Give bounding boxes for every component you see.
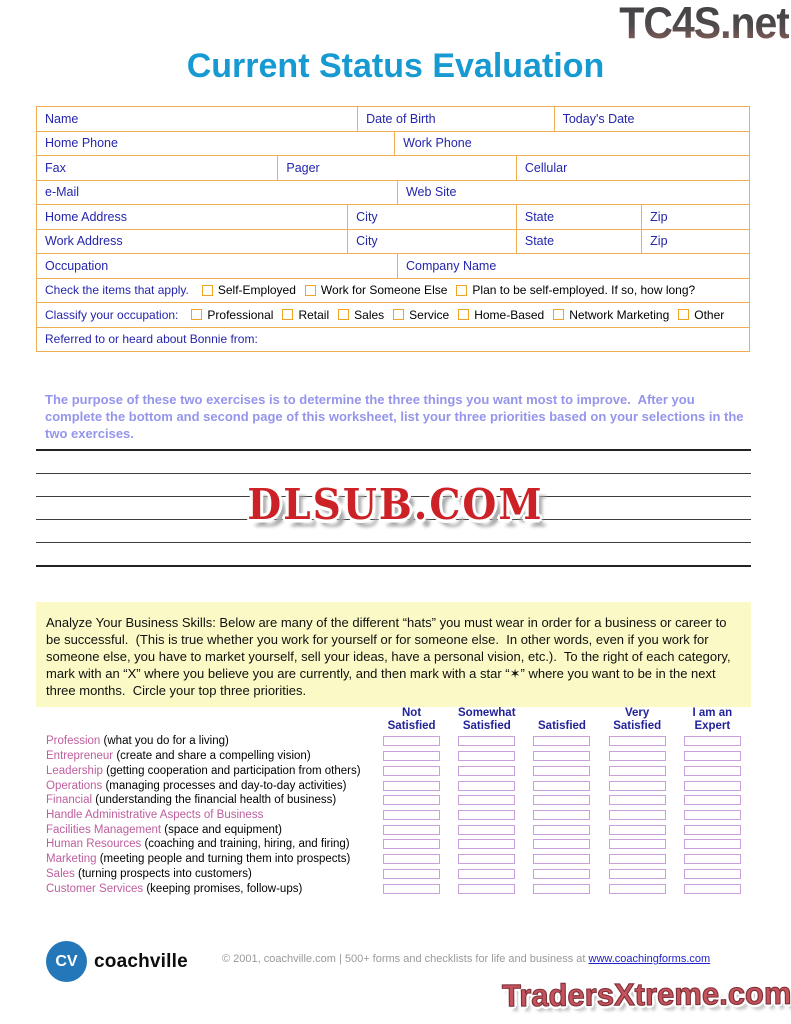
checkbox[interactable] <box>678 309 689 320</box>
rating-cell <box>675 884 750 894</box>
skill-name: Marketing <box>46 853 97 866</box>
skill-description: (managing processes and day-to-day activities) <box>105 779 347 792</box>
rating-box[interactable] <box>533 781 590 791</box>
field-cell-today-s-date[interactable] <box>555 107 749 131</box>
field-cell-home-phone[interactable] <box>37 132 395 156</box>
skill-description: (turning prospects into customers) <box>77 867 252 880</box>
field-label: State <box>524 209 555 224</box>
checkbox-label: Other <box>694 307 725 322</box>
skill-label <box>36 780 374 792</box>
rating-box[interactable] <box>533 810 590 820</box>
purpose-paragraph: The purpose of these two exercises is to determine the three things you want most to improve. After you complete the bottom and second page of this worksheet, list your three priorities based on your selections in the two exercises. <box>45 392 748 441</box>
checkbox-label: Self-Employed <box>217 283 296 298</box>
skill-description: (keeping promises, follow-ups) <box>146 882 303 895</box>
skill-row-human-resources <box>36 837 750 852</box>
rating-box[interactable] <box>609 825 666 835</box>
field-cell-state[interactable] <box>517 205 642 229</box>
rating-box[interactable] <box>383 736 440 746</box>
rating-cell <box>374 884 449 894</box>
field-label: Zip <box>650 209 668 224</box>
rating-box[interactable] <box>383 766 440 776</box>
rating-box[interactable] <box>533 736 590 746</box>
ratings-rows <box>36 734 750 896</box>
rating-box[interactable] <box>684 766 741 776</box>
skill-name: Profession <box>46 735 101 748</box>
field-label: State <box>524 234 555 249</box>
checkbox[interactable] <box>282 309 293 320</box>
rating-box[interactable] <box>609 751 666 761</box>
field-label: Home Phone <box>45 136 118 151</box>
rating-cell <box>524 736 599 746</box>
field-cell-state[interactable] <box>517 230 642 254</box>
rating-cell <box>449 781 524 791</box>
checkbox-option-other <box>678 308 724 322</box>
rating-cell <box>675 810 750 820</box>
rating-box[interactable] <box>458 825 515 835</box>
checkbox-option-plan-to-be-self-employed-if-so-how-long <box>456 283 695 297</box>
rating-box[interactable] <box>458 810 515 820</box>
rating-cell <box>449 854 524 864</box>
checkbox-label: Work for Someone Else <box>320 283 448 298</box>
rating-box[interactable] <box>533 884 590 894</box>
rating-cell <box>675 825 750 835</box>
field-label: Work Phone <box>403 136 472 151</box>
field-cell-date-of-birth[interactable] <box>358 107 555 131</box>
column-header-line: Satisfied <box>613 719 662 732</box>
rating-box[interactable] <box>684 839 741 849</box>
rating-cell <box>374 766 449 776</box>
rating-cell <box>524 795 599 805</box>
rating-cell <box>524 869 599 879</box>
rating-cell <box>600 884 675 894</box>
rating-box[interactable] <box>458 854 515 864</box>
table-row <box>37 156 749 181</box>
skill-row-profession <box>36 734 750 749</box>
rating-box[interactable] <box>458 795 515 805</box>
checkbox-label: Sales <box>354 307 385 322</box>
page-title: Current Status Evaluation <box>186 47 605 85</box>
skill-description: (create and share a compelling vision) <box>116 750 311 763</box>
column-header-i-am-an-expert <box>675 707 750 734</box>
column-header-line: Not <box>402 707 422 720</box>
rating-cell <box>675 854 750 864</box>
field-cell-home-address[interactable] <box>37 205 348 229</box>
skill-label <box>36 824 374 836</box>
column-header-line: Expert <box>694 719 731 732</box>
field-cell-name[interactable] <box>37 107 358 131</box>
skill-row-entrepreneur <box>36 749 750 764</box>
field-cell-work-phone[interactable] <box>395 132 749 156</box>
checkbox[interactable] <box>456 285 467 296</box>
rating-box[interactable] <box>458 781 515 791</box>
checkbox-option-sales <box>338 308 384 322</box>
table-row <box>37 205 749 230</box>
coachingforms-link[interactable]: www.coachingforms.com <box>588 953 711 965</box>
rating-box[interactable] <box>609 810 666 820</box>
rating-box[interactable] <box>383 854 440 864</box>
rating-box[interactable] <box>684 736 741 746</box>
skill-label <box>36 809 374 821</box>
copyright-text: © 2001, coachville.com | 500+ forms and checklists for life and business at <box>222 953 589 965</box>
rating-box[interactable] <box>533 795 590 805</box>
skill-name: Customer Services <box>46 882 144 895</box>
field-cell-cellular[interactable] <box>517 156 749 180</box>
row-lead-label: Classify your occupation: <box>45 307 179 322</box>
skill-label <box>36 883 374 895</box>
field-cell-pager[interactable] <box>278 156 517 180</box>
rating-box[interactable] <box>383 839 440 849</box>
skill-row-sales <box>36 866 750 881</box>
column-header-line: Somewhat <box>458 707 516 720</box>
tc4s-watermark: TC4S.net <box>619 0 789 48</box>
rating-cell <box>600 869 675 879</box>
checkbox-option-home-based <box>458 308 544 322</box>
skill-name: Operations <box>46 779 103 792</box>
field-label: Zip <box>650 234 668 249</box>
checkbox[interactable] <box>338 309 349 320</box>
checkbox-label: Retail <box>298 307 330 322</box>
column-header-line: Satisfied <box>462 719 511 732</box>
column-header-very-satisfied <box>600 707 675 734</box>
skill-name: Entrepreneur <box>46 750 114 763</box>
checkbox-label: Service <box>409 307 450 322</box>
checkbox-option-professional <box>191 308 273 322</box>
skill-description: (space and equipment) <box>164 823 282 836</box>
skill-name: Facilities Management <box>46 823 162 836</box>
field-cell-city[interactable] <box>348 230 517 254</box>
rating-cell <box>600 781 675 791</box>
rating-cell <box>524 781 599 791</box>
checkbox-option-service <box>393 308 449 322</box>
rating-cell <box>524 810 599 820</box>
field-cell-occupation[interactable] <box>37 254 398 278</box>
checkbox-option-network-marketing <box>553 308 669 322</box>
rating-box[interactable] <box>684 854 741 864</box>
rating-box[interactable] <box>609 795 666 805</box>
checkbox[interactable] <box>305 285 316 296</box>
skills-instructions-box: Analyze Your Business Skills: Below are many of the different “hats” you must wear in order for a business or career to be successful. (This is true whether you work for yourself or for someone else. In other words, even if you work for someone else, you have to market yourself, sell your ideas, have a personal vision, etc.). To the right of each category, mark with an “X” where you believe you are currently, and then mark with a star “✶” where you want to be in the next three months. Circle your top three priorities. <box>36 602 751 707</box>
field-label: Pager <box>286 160 320 175</box>
skill-row-financial <box>36 793 750 808</box>
rating-cell <box>449 825 524 835</box>
field-label: Company Name <box>405 258 497 273</box>
field-cell-zip[interactable] <box>642 230 749 254</box>
table-row <box>37 303 749 328</box>
field-cell-company-name[interactable] <box>398 254 749 278</box>
field-cell-fax[interactable] <box>37 156 278 180</box>
rating-cell <box>675 766 750 776</box>
rating-cell <box>374 795 449 805</box>
rating-box[interactable] <box>609 854 666 864</box>
skill-description: (understanding the financial health of business) <box>95 794 337 807</box>
checkbox[interactable] <box>393 309 404 320</box>
rating-cell <box>524 766 599 776</box>
checkbox[interactable] <box>458 309 469 320</box>
table-row <box>37 230 749 255</box>
checkbox-option-retail <box>282 308 329 322</box>
rating-cell <box>524 854 599 864</box>
checkbox-label: Home-Based <box>474 307 545 322</box>
rating-box[interactable] <box>458 839 515 849</box>
checkbox-row-classify-your-occupation <box>37 303 749 327</box>
rating-cell <box>600 825 675 835</box>
field-cell-city[interactable] <box>348 205 517 229</box>
rating-box[interactable] <box>533 825 590 835</box>
rating-box[interactable] <box>383 751 440 761</box>
field-cell-zip[interactable] <box>642 205 749 229</box>
rating-box[interactable] <box>533 854 590 864</box>
rating-box[interactable] <box>609 869 666 879</box>
skill-label <box>36 750 374 762</box>
rating-cell <box>374 781 449 791</box>
field-label: Name <box>45 111 79 126</box>
rating-cell <box>524 884 599 894</box>
skill-label <box>36 853 374 865</box>
dlsub-watermark: DLSUB.COM <box>247 480 544 530</box>
rating-box[interactable] <box>609 766 666 776</box>
skill-name: Sales <box>46 867 75 880</box>
field-cell-referred[interactable] <box>37 328 749 352</box>
rating-box[interactable] <box>609 884 666 894</box>
rating-box[interactable] <box>533 839 590 849</box>
column-header-satisfied <box>524 707 599 734</box>
rating-cell <box>524 839 599 849</box>
rating-box[interactable] <box>533 869 590 879</box>
rating-cell <box>524 825 599 835</box>
rating-cell <box>374 736 449 746</box>
rating-cell <box>374 869 449 879</box>
checkbox[interactable] <box>553 309 564 320</box>
contact-table <box>36 106 750 352</box>
rating-box[interactable] <box>684 751 741 761</box>
writing-line[interactable] <box>36 543 751 567</box>
field-label: City <box>356 234 378 249</box>
field-label: City <box>356 209 378 224</box>
skill-row-customer-services <box>36 881 750 896</box>
rating-box[interactable] <box>383 810 440 820</box>
table-row <box>37 181 749 206</box>
skill-name: Handle Administrative Aspects of Business <box>46 808 264 821</box>
rating-cell <box>600 736 675 746</box>
skill-name: Leadership <box>46 764 103 777</box>
skill-label <box>36 794 374 806</box>
table-row <box>37 279 749 304</box>
rating-box[interactable] <box>684 825 741 835</box>
checkbox-row-check-the-items-that-apply <box>37 279 749 303</box>
writing-line[interactable] <box>36 427 751 451</box>
field-label: Today's Date <box>562 111 635 126</box>
rating-cell <box>675 736 750 746</box>
rating-cell <box>449 795 524 805</box>
rating-cell <box>374 825 449 835</box>
rating-box[interactable] <box>684 781 741 791</box>
rating-box[interactable] <box>684 869 741 879</box>
rating-cell <box>600 766 675 776</box>
column-header-not-satisfied <box>374 707 449 734</box>
rating-cell <box>374 854 449 864</box>
skill-label <box>36 735 374 747</box>
rating-box[interactable] <box>684 884 741 894</box>
column-header-line: Very <box>625 707 650 720</box>
rating-box[interactable] <box>383 781 440 791</box>
skill-row-facilities-management <box>36 822 750 837</box>
rating-cell <box>374 751 449 761</box>
cv-logo-icon: CV <box>46 941 87 982</box>
rating-box[interactable] <box>609 781 666 791</box>
coachville-logo-text: coachville <box>94 950 188 972</box>
rating-cell <box>600 810 675 820</box>
skill-label <box>36 765 374 777</box>
column-header-line: I am an <box>692 707 733 720</box>
writing-line[interactable] <box>36 451 751 474</box>
field-label: Referred to or heard about Bonnie from: <box>45 332 258 347</box>
coachville-logo <box>46 941 188 982</box>
field-label: Home Address <box>45 209 127 224</box>
rating-cell <box>524 751 599 761</box>
checkbox-label: Professional <box>207 307 274 322</box>
field-label: e-Mail <box>45 185 80 200</box>
skill-row-leadership <box>36 763 750 778</box>
table-row <box>37 132 749 157</box>
checkbox-option-self-employed <box>202 283 296 297</box>
checkbox-label: Network Marketing <box>569 307 670 322</box>
tradersxtreme-watermark: TradersXtreme.com <box>501 975 791 1014</box>
copyright-line <box>222 953 710 965</box>
rating-box[interactable] <box>609 736 666 746</box>
rating-cell <box>449 751 524 761</box>
rating-cell <box>675 751 750 761</box>
rating-cell <box>675 869 750 879</box>
rating-box[interactable] <box>458 884 515 894</box>
rating-box[interactable] <box>533 751 590 761</box>
field-label: Web Site <box>405 185 457 200</box>
field-label: Fax <box>45 160 66 175</box>
rating-cell <box>449 766 524 776</box>
rating-box[interactable] <box>609 839 666 849</box>
rating-cell <box>600 795 675 805</box>
rating-cell <box>600 839 675 849</box>
rating-box[interactable] <box>458 736 515 746</box>
rating-cell <box>449 884 524 894</box>
field-cell-web-site[interactable] <box>398 181 749 205</box>
row-lead-label: Check the items that apply. <box>45 283 189 298</box>
skill-row-handle-administrative-aspects-of-business <box>36 808 750 823</box>
ratings-header-row <box>36 707 750 734</box>
skill-name: Financial <box>46 794 93 807</box>
field-label: Occupation <box>45 258 109 273</box>
skill-description: (meeting people and turning them into prospects) <box>99 853 351 866</box>
rating-cell <box>675 839 750 849</box>
rating-box[interactable] <box>533 766 590 776</box>
rating-box[interactable] <box>383 884 440 894</box>
rating-box[interactable] <box>458 751 515 761</box>
rating-box[interactable] <box>383 825 440 835</box>
field-label: Date of Birth <box>366 111 436 126</box>
skill-row-marketing <box>36 852 750 867</box>
rating-cell <box>600 751 675 761</box>
rating-cell <box>449 869 524 879</box>
skill-description: (getting cooperation and participation from others) <box>106 764 361 777</box>
rating-box[interactable] <box>458 869 515 879</box>
table-row <box>37 107 749 132</box>
field-label: Cellular <box>524 160 568 175</box>
skill-name: Human Resources <box>46 838 142 851</box>
skill-description: (coaching and training, hiring, and firing) <box>144 838 350 851</box>
checkbox-option-work-for-someone-else <box>305 283 448 297</box>
rating-cell <box>675 795 750 805</box>
rating-cell <box>449 839 524 849</box>
rating-box[interactable] <box>684 795 741 805</box>
ratings-header-spacer <box>36 707 374 734</box>
ratings-section <box>36 707 750 896</box>
field-label: Work Address <box>45 234 123 249</box>
rating-box[interactable] <box>684 810 741 820</box>
skill-label <box>36 838 374 850</box>
table-row <box>37 254 749 279</box>
rating-cell <box>675 781 750 791</box>
skill-description: (what you do for a living) <box>103 735 229 748</box>
rating-cell <box>600 854 675 864</box>
column-header-line: Satisfied <box>538 719 586 732</box>
field-cell-work-address[interactable] <box>37 230 348 254</box>
table-row <box>37 328 749 353</box>
column-header-somewhat-satisfied <box>449 707 524 734</box>
rating-cell <box>374 839 449 849</box>
rating-cell <box>449 810 524 820</box>
column-header-line: Satisfied <box>387 719 436 732</box>
skill-row-operations <box>36 778 750 793</box>
rating-box[interactable] <box>458 766 515 776</box>
rating-cell <box>449 736 524 746</box>
rating-box[interactable] <box>383 869 440 879</box>
checkbox[interactable] <box>202 285 213 296</box>
checkbox-label: Plan to be self-employed. If so, how long? <box>472 283 696 298</box>
rating-box[interactable] <box>383 795 440 805</box>
field-cell-e-mail[interactable] <box>37 181 398 205</box>
skill-label <box>36 868 374 880</box>
checkbox[interactable] <box>191 309 202 320</box>
rating-cell <box>374 810 449 820</box>
